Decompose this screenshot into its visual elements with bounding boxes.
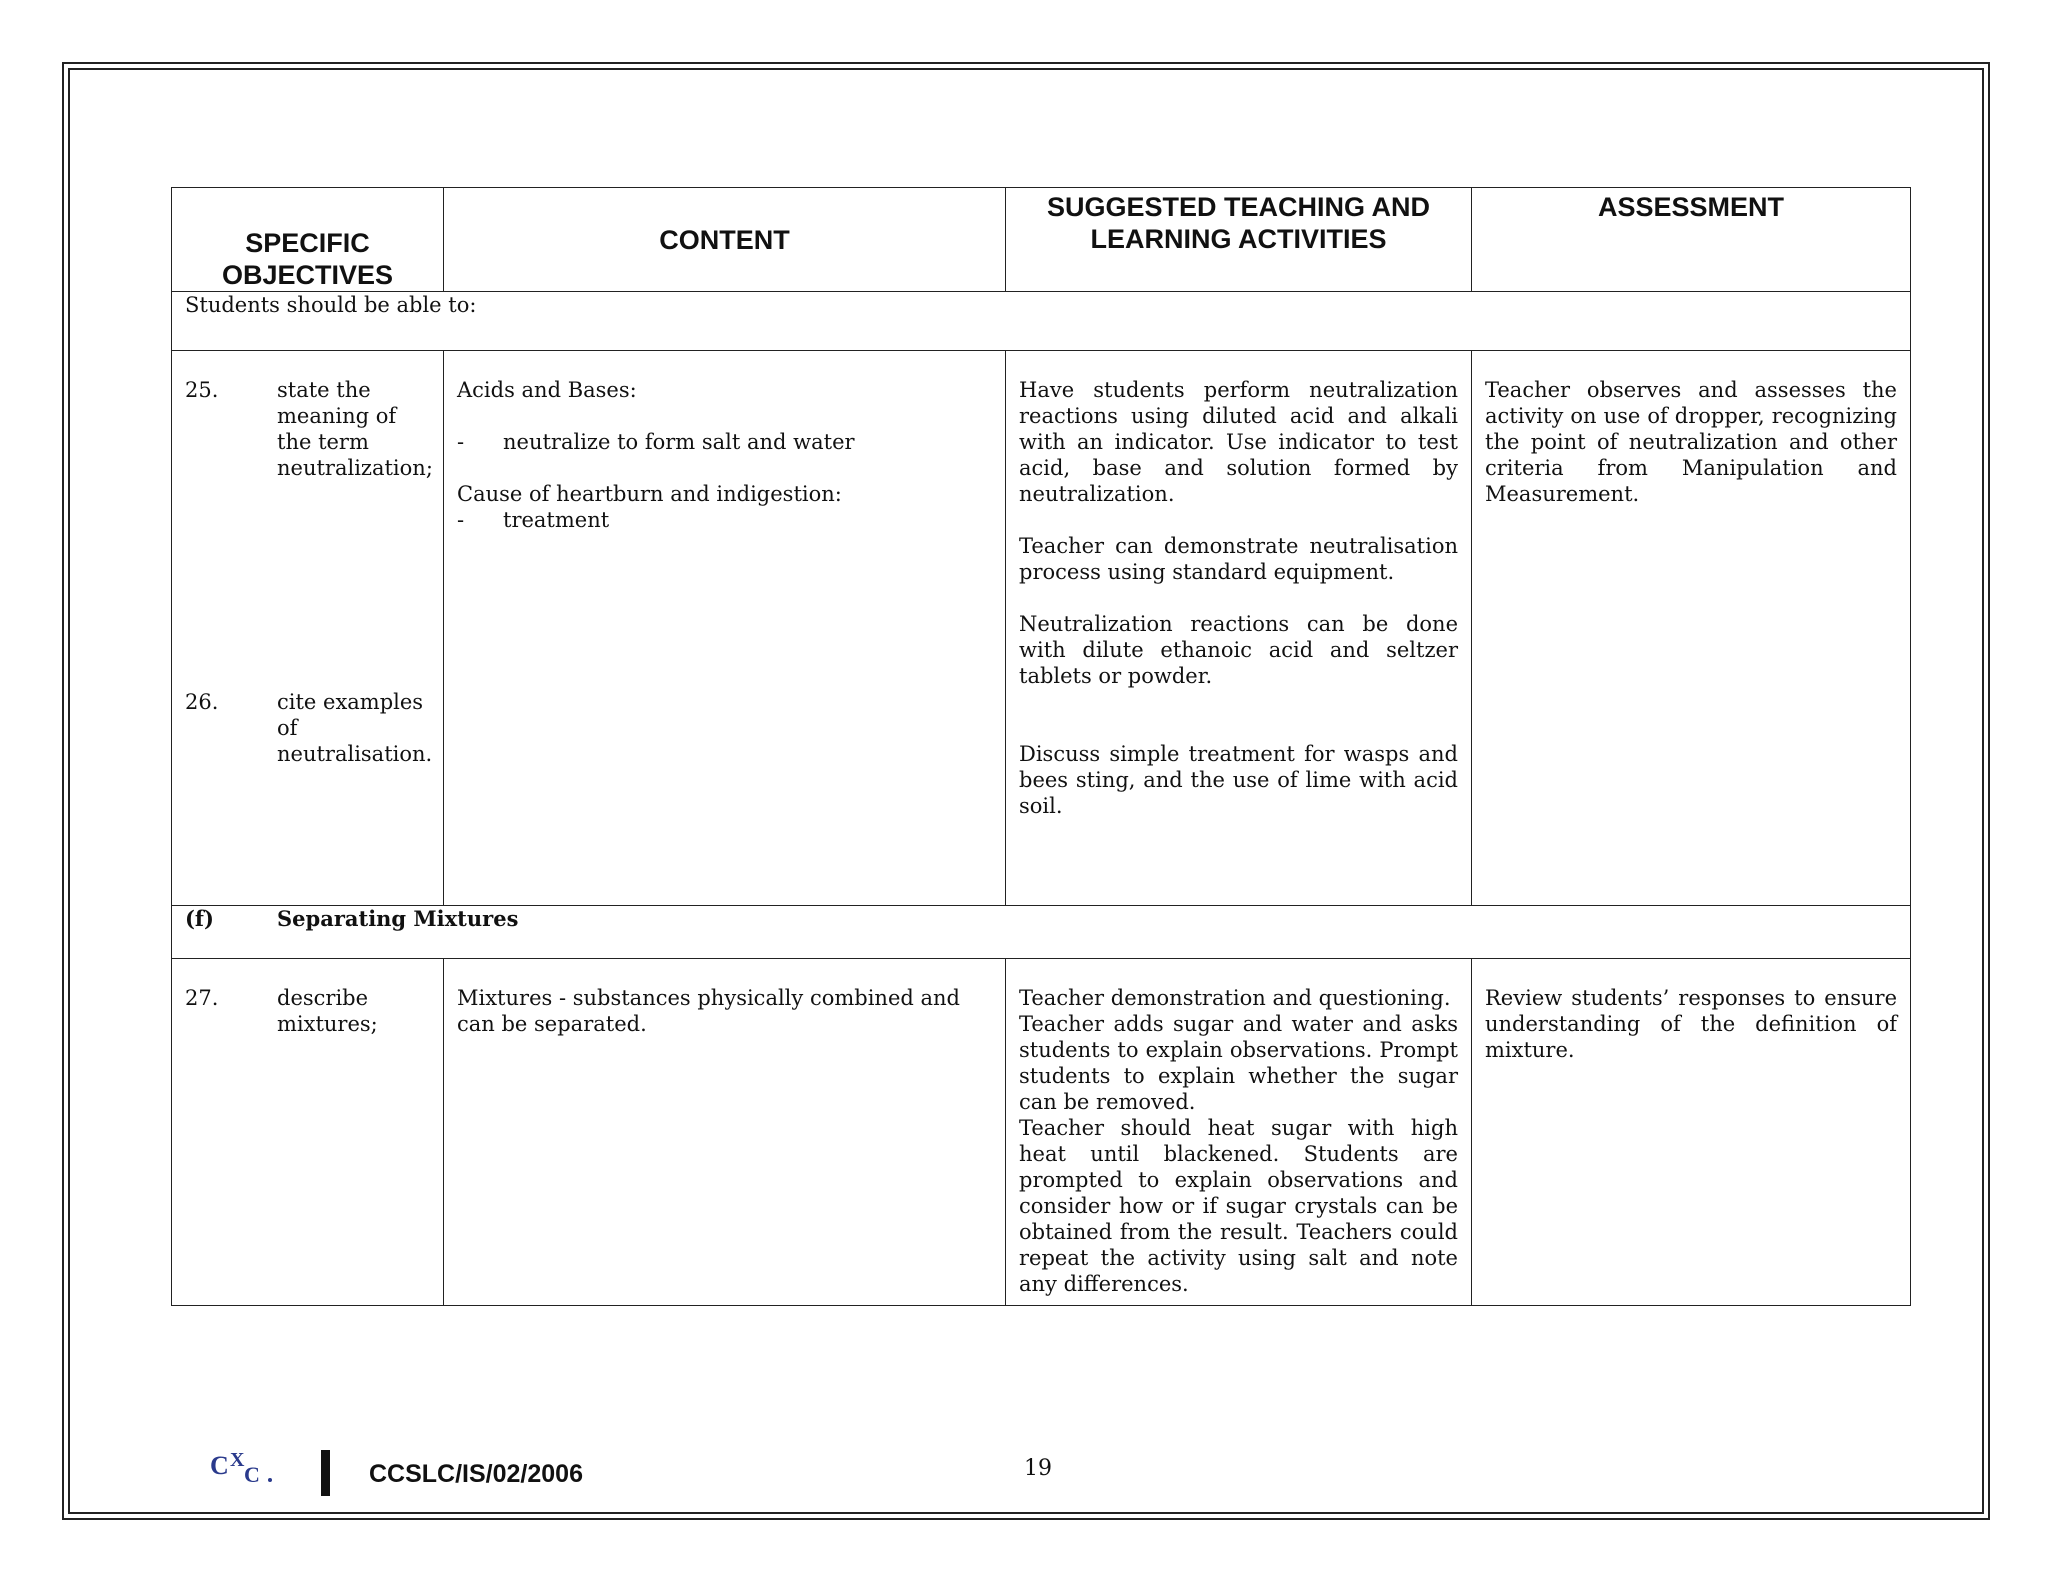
cxc-logo: [208, 1446, 284, 1488]
header-row: [172, 188, 1911, 292]
content-heading: Cause of heartburn and indigestion:: [457, 482, 842, 506]
curriculum-table: [171, 187, 1911, 1306]
section-heading: [172, 906, 1911, 959]
header-activities: SUGGESTED TEACHING AND LEARNING ACTIVITIES: [1006, 188, 1472, 292]
content-cell: [444, 351, 1006, 906]
objective-text: state the meaning of the term neutralization;: [277, 378, 433, 480]
header-assessment: ASSESSMENT: [1472, 188, 1911, 292]
dash-marker: -: [457, 508, 465, 532]
content-cell: [444, 959, 1006, 1306]
activity-paragraph: Teacher adds sugar and water and asks students to explain observations. Prompt students to explain whether the sugar can be removed.: [1019, 1012, 1458, 1114]
dash-marker: -: [457, 430, 465, 454]
document-code: CCSLC/IS/02/2006: [369, 1460, 583, 1488]
activity-paragraph: Discuss simple treatment for wasps and bees sting, and the use of lime with acid soil.: [1019, 742, 1458, 818]
footer-divider: [321, 1450, 330, 1496]
intro-text: Students should be able to:: [172, 292, 1911, 351]
content-item-text: treatment: [503, 508, 610, 532]
assessment-cell: [1472, 351, 1911, 906]
intro-row: [172, 292, 1911, 351]
content-text: Mixtures - substances physically combined and can be separated.: [457, 986, 960, 1036]
activity-paragraph: Teacher can demonstrate neutralisation process using standard equipment.: [1019, 534, 1458, 584]
objective-text: cite examples of neutralisation.: [277, 690, 433, 766]
assessment-text: Teacher observes and assesses the activity on use of dropper, recognizing the point of neutralization and other criteria from Manipulation and Measurement.: [1485, 378, 1897, 506]
objectives-cell: [172, 959, 444, 1306]
page-number: 19: [1024, 1456, 1052, 1481]
objective-25: [185, 377, 433, 481]
table-row: [172, 959, 1911, 1306]
activity-paragraph: Teacher should heat sugar with high heat until blackened. Students are prompted to explain observations and consider how or if sugar crystals can be obtained from the result. Teachers could repeat the activity using salt and note any differences.: [1019, 1116, 1458, 1296]
activity-paragraph: Teacher demonstration and questioning.: [1019, 986, 1451, 1010]
activity-paragraph: Neutralization reactions can be done with dilute ethanoic acid and seltzer tablets or powder.: [1019, 612, 1458, 688]
objective-26: [185, 689, 433, 767]
objective-text: describe mixtures;: [277, 986, 378, 1036]
objective-number: 25.: [185, 378, 219, 402]
table-row: [172, 351, 1911, 906]
svg-text:C: C: [244, 1462, 260, 1487]
objective-27: [185, 985, 430, 1037]
assessment-cell: [1472, 959, 1911, 1306]
content-list-item: [457, 507, 992, 533]
header-content: CONTENT: [444, 188, 1006, 292]
content-list-item: [457, 429, 992, 455]
activities-cell: [1006, 351, 1472, 906]
svg-text:C: C: [210, 1451, 229, 1480]
content-heading: Acids and Bases:: [457, 378, 637, 402]
objectives-cell: [172, 351, 444, 906]
activities-cell: [1006, 959, 1472, 1306]
section-label: (f): [185, 906, 214, 931]
content-item-text: neutralize to form salt and water: [503, 430, 855, 454]
section-row: [172, 906, 1911, 959]
objective-number: 27.: [185, 986, 219, 1010]
assessment-text: Review students’ responses to ensure understanding of the definition of mixture.: [1485, 986, 1897, 1062]
section-title: Separating Mixtures: [277, 906, 519, 931]
svg-text:X: X: [230, 1449, 245, 1471]
objective-number: 26.: [185, 690, 219, 714]
header-specific-objectives: SPECIFIC OBJECTIVES: [172, 188, 444, 292]
activity-paragraph: Have students perform neutralization reactions using diluted acid and alkali with an indicator. Use indicator to test acid, base and solution formed by neutralization.: [1019, 378, 1458, 506]
